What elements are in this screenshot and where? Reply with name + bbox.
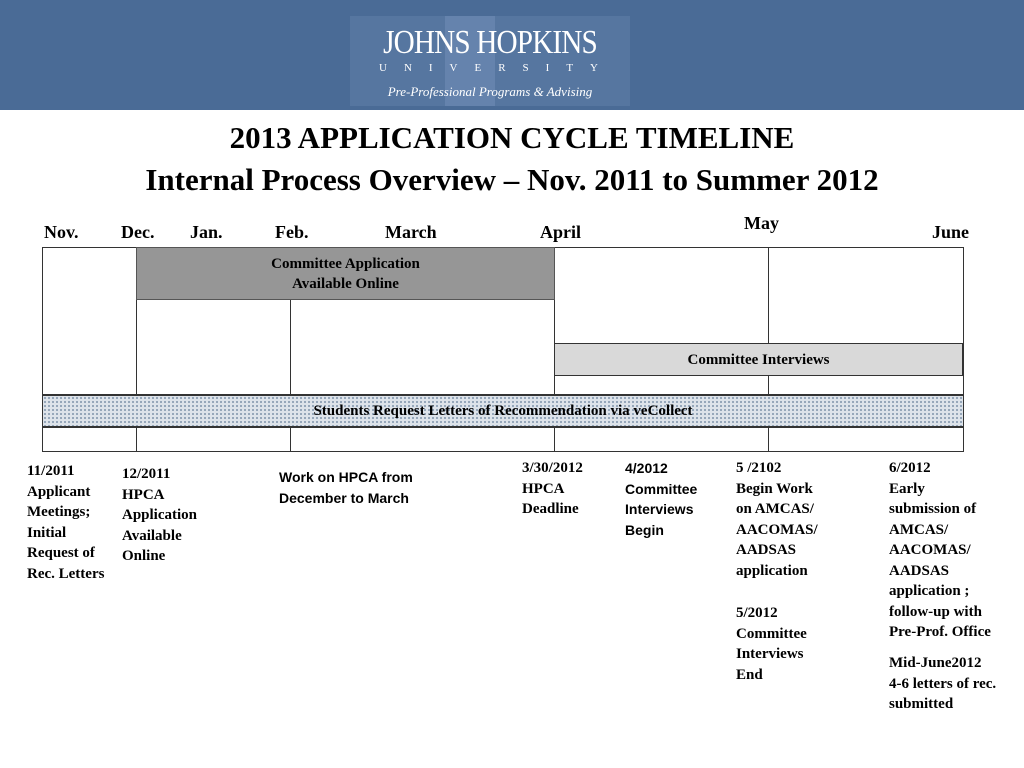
month-label-jan: Jan. [190,222,223,242]
note-june-2012: 6/2012 Early submission of AMCAS/ AACOMAS/ AADSAS application ; follow-up with Pre-Prof. Office [889,460,991,640]
header-banner [0,0,1024,110]
committee-interviews-bar: Committee Interviews [554,343,963,376]
note-hpca-deadline: 3/30/2012 HPCA Deadline [522,460,583,517]
month-label-dec: Dec. [121,222,155,242]
note-work-on-hpca: Work on HPCA from December to March [279,469,413,506]
logo-title: JOHNS HOPKINS [383,24,597,61]
grid-divider-may-mid [768,376,769,394]
grid-divider-feb-upper [290,299,291,394]
logo-university: UNIVERSITY [379,62,615,74]
logo-subtitle: Pre-Professional Programs & Advising [387,84,593,99]
note-nov-2011: 11/2011 Applicant Meetings; Initial Request of Rec. Letters [27,463,105,582]
letters-of-recommendation-bar: Students Request Letters of Recommendation via veCollect [42,395,964,427]
note-dec-2011: 12/2011 HPCA Application Available Online [122,466,198,564]
grid-divider-may-upper [768,247,769,343]
month-label-may: May [744,213,779,233]
month-label-june: June [932,222,970,242]
grid-divider-feb-lower [290,427,291,452]
month-label-march: March [385,222,437,242]
note-may-2012-interviews-end: 5/2012 Committee Interviews End [736,605,807,683]
note-may-2012-begin-work: 5 /2102 Begin Work on AMCAS/ AACOMAS/ AADSAS application [736,460,818,579]
grid-row-line [42,427,964,428]
committee-application-bar: Committee Application Available Online [136,247,555,300]
month-label-nov: Nov. [44,222,79,242]
page-title: 2013 APPLICATION CYCLE TIMELINE [229,120,795,155]
note-mid-june-2012: Mid-June2012 4-6 letters of rec. submitted [889,655,997,712]
jhu-logo [350,16,630,106]
grid-divider-may-lower [768,427,769,452]
page-subtitle: Internal Process Overview – Nov. 2011 to Summer 2012 [145,162,879,197]
month-label-feb: Feb. [275,222,309,242]
note-april-2012: 4/2012 Committee Interviews Begin [625,460,698,538]
month-label-april: April [540,222,582,242]
